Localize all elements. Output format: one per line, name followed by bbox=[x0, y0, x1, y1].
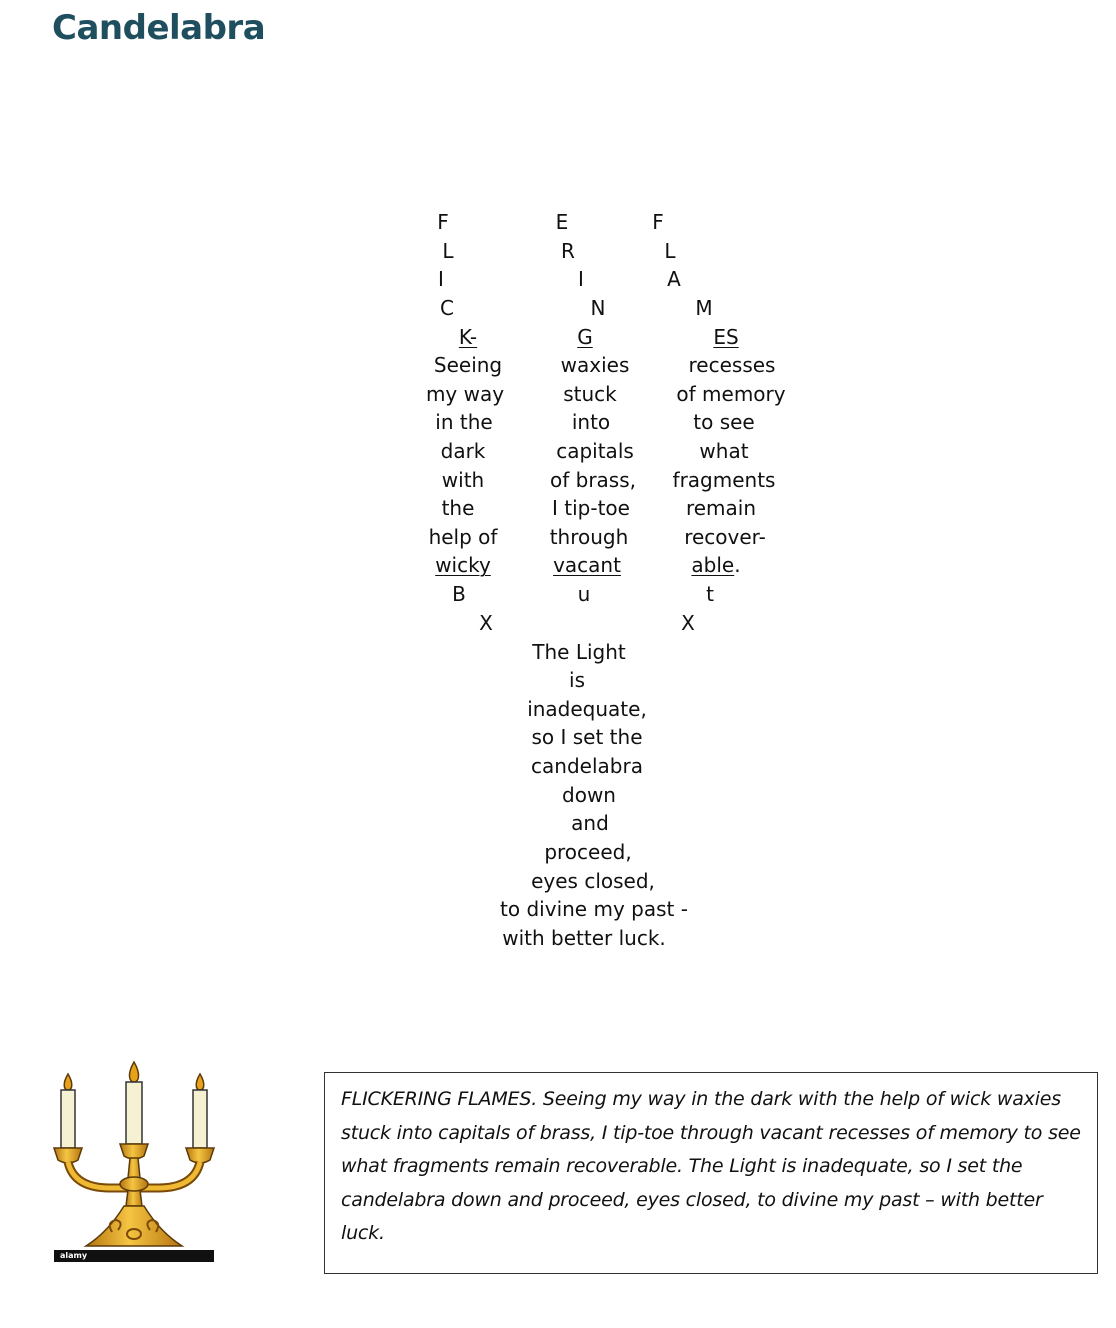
poem-right-line: ES bbox=[713, 325, 739, 349]
poem-right-line: F bbox=[652, 210, 664, 234]
poem-middle-line: into bbox=[571, 410, 611, 434]
poem-left-line: C bbox=[440, 296, 454, 320]
poem-left-line: Seeing bbox=[433, 353, 503, 377]
candelabra-icon bbox=[50, 1056, 218, 1252]
poem-base-line: eyes closed, bbox=[531, 869, 655, 893]
poem-middle-line: stuck bbox=[563, 382, 617, 406]
poem-left-line: I bbox=[438, 267, 444, 291]
poem-middle-line: I bbox=[578, 267, 584, 291]
poem-base-line: down bbox=[562, 783, 616, 807]
poem-right-period: . bbox=[734, 553, 741, 577]
candelabra-image bbox=[50, 1056, 218, 1268]
poem-middle-line: of brass, bbox=[549, 468, 637, 492]
poem-left-line: B bbox=[452, 582, 466, 606]
poem-middle-line: E bbox=[555, 210, 569, 234]
poem-left-line: X bbox=[479, 611, 493, 635]
poem-right-line: what bbox=[699, 439, 749, 463]
watermark-bar bbox=[54, 1250, 214, 1262]
poem-left-line: with bbox=[441, 468, 485, 492]
prose-text: FLICKERING FLAMES. Seeing my way in the dark with the help of wick waxies stuck into capitals of brass, I tip-toe through vacant recesses of memory to see what fragments remain recoverable. The Light is inadequate, so I set the candelabra down and proceed, eyes closed, to divine my past – with better luck. bbox=[341, 1088, 1081, 1244]
poem-base-line: so I set the bbox=[531, 725, 643, 749]
poem-left-line: F bbox=[437, 210, 449, 234]
poem-right-line: M bbox=[695, 296, 713, 320]
poem-base-line: is bbox=[569, 668, 585, 692]
poem-base-line: and bbox=[571, 811, 609, 835]
poem-right-line: L bbox=[664, 239, 676, 263]
poem-left-line: the bbox=[441, 496, 475, 520]
poem-base-line: The Light bbox=[532, 640, 626, 664]
poem-left-line: K- bbox=[458, 325, 478, 349]
poem-base-line: with better luck. bbox=[502, 926, 666, 950]
poem-middle-line: vacant bbox=[553, 553, 621, 577]
poem-base-line: to divine my past - bbox=[500, 897, 688, 921]
poem-middle-line: I tip-toe bbox=[552, 496, 630, 520]
page-title: Candelabra bbox=[52, 8, 266, 48]
poem-base-line: proceed, bbox=[544, 840, 632, 864]
prose-box bbox=[324, 1072, 1098, 1274]
poem-left-line: dark bbox=[440, 439, 486, 463]
poem-middle-line: through bbox=[549, 525, 629, 549]
poem-left-line: L bbox=[442, 239, 454, 263]
poem-base-line: candelabra bbox=[531, 754, 643, 778]
poem-middle-line: N bbox=[590, 296, 606, 320]
poem-right-line: recover- bbox=[684, 525, 766, 549]
poem-middle-line: waxies bbox=[560, 353, 630, 377]
poem-middle-line: u bbox=[577, 582, 591, 606]
poem-right-word: able bbox=[691, 553, 735, 577]
poem-right-line bbox=[691, 552, 740, 578]
watermark-text: alamy bbox=[60, 1251, 88, 1260]
poem-right-line: X bbox=[681, 611, 695, 635]
poem-left-line: wicky bbox=[435, 553, 491, 577]
poem-left-line: help of bbox=[428, 525, 498, 549]
poem-middle-line: G bbox=[577, 325, 593, 349]
poem-right-line: A bbox=[667, 267, 681, 291]
poem-right-line: fragments bbox=[672, 468, 776, 492]
poem-base-line: inadequate, bbox=[527, 697, 647, 721]
poem-left-line: in the bbox=[435, 410, 493, 434]
poem-middle-line: capitals bbox=[556, 439, 634, 463]
poem-left-line: my way bbox=[425, 382, 505, 406]
poem-middle-line: R bbox=[561, 239, 575, 263]
poem-right-line: t bbox=[706, 582, 714, 606]
poem-right-line: of memory bbox=[676, 382, 786, 406]
poem-right-line: remain bbox=[685, 496, 757, 520]
poem-right-line: to see bbox=[693, 410, 755, 434]
poem-right-line: recesses bbox=[688, 353, 776, 377]
